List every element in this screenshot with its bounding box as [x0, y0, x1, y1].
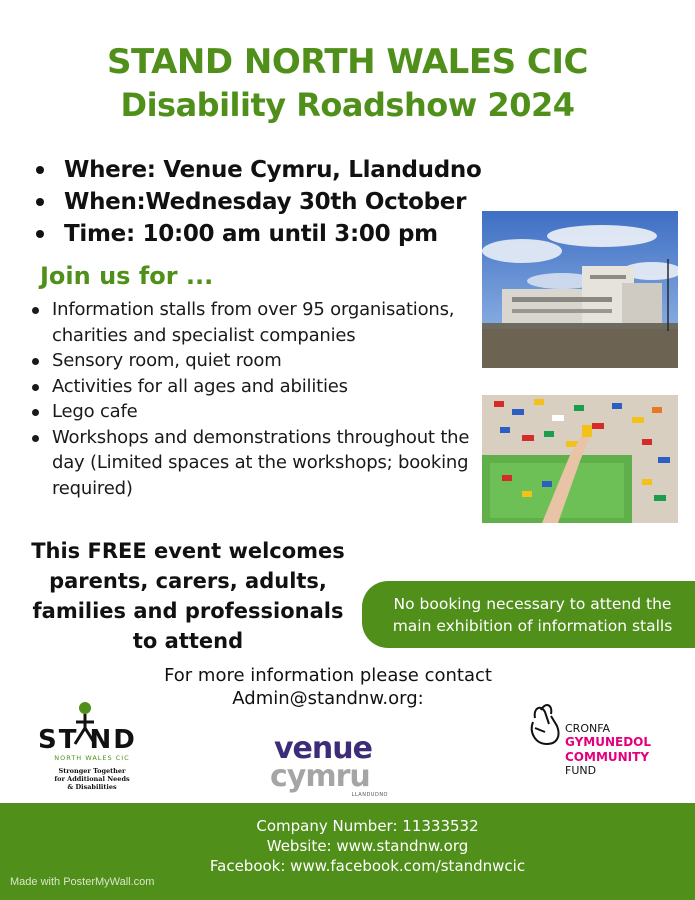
welcome-line: This FREE event welcomes	[31, 539, 345, 563]
poster-title: STAND NORTH WALES CIC	[107, 42, 588, 82]
venue-place: LLANDUDNO	[351, 792, 388, 798]
list-item: Lego cafe	[28, 399, 478, 425]
fund-text: GYMUNEDOL	[565, 735, 652, 749]
event-when: When:Wednesday 30th October	[30, 186, 482, 218]
venue-cymru-logo	[262, 730, 402, 800]
fund-text: CRONFA	[565, 722, 611, 735]
no-booking-line: No booking necessary to attend the	[393, 594, 672, 613]
venue-word: venue	[274, 731, 372, 766]
lego-photo	[482, 395, 678, 523]
event-where: Where: Venue Cymru, Llandudno	[30, 154, 482, 186]
poster-subtitle: Disability Roadshow 2024	[120, 86, 575, 124]
list-item: Information stalls from over 95 organisations, charities and specialist companies	[28, 297, 478, 348]
activity-list	[28, 297, 478, 501]
cymru-word: cymru	[270, 759, 370, 794]
contact-text: For more information please contact	[164, 665, 492, 686]
welcome-line: parents, carers, adults,	[49, 569, 327, 593]
contact-info	[130, 664, 526, 710]
stand-tagline: & Disabilities	[67, 783, 117, 791]
no-booking-line: main exhibition of information stalls	[392, 616, 673, 635]
company-number: Company Number: 11333532	[256, 817, 479, 835]
welcome-line: to attend	[132, 629, 244, 653]
event-time: Time: 10:00 am until 3:00 pm	[30, 218, 482, 250]
community-fund-logo	[505, 688, 680, 796]
stand-tagline: for Additional Needs	[54, 775, 130, 783]
welcome-line: families and professionals	[32, 599, 344, 623]
no-booking-banner	[362, 581, 695, 648]
welcome-message	[22, 536, 354, 656]
stand-logo	[30, 700, 155, 800]
join-heading: Join us for ...	[40, 262, 214, 290]
watermark: Made with PosterMyWall.com	[10, 876, 155, 888]
venue-photo	[482, 211, 678, 368]
list-item: Workshops and demonstrations throughout the day (Limited spaces at the workshops; booking required)	[28, 425, 478, 502]
facebook-link[interactable]: Facebook: www.facebook.com/standnwcic	[209, 857, 526, 875]
list-item: Sensory room, quiet room	[28, 348, 478, 374]
event-details-list	[30, 154, 482, 250]
fund-text: FUND	[565, 764, 597, 777]
stand-tagline: Stronger Together	[58, 767, 126, 775]
stand-subtitle: NORTH WALES CIC	[54, 754, 130, 762]
website-link[interactable]: Website: www.standnw.org	[266, 837, 469, 855]
crossed-fingers-icon	[532, 705, 559, 744]
contact-email[interactable]: Admin@standnw.org:	[232, 688, 424, 709]
stand-wordmark: ST ND	[38, 725, 137, 755]
list-item: Activities for all ages and abilities	[28, 374, 478, 400]
fund-text: COMMUNITY	[565, 750, 650, 764]
